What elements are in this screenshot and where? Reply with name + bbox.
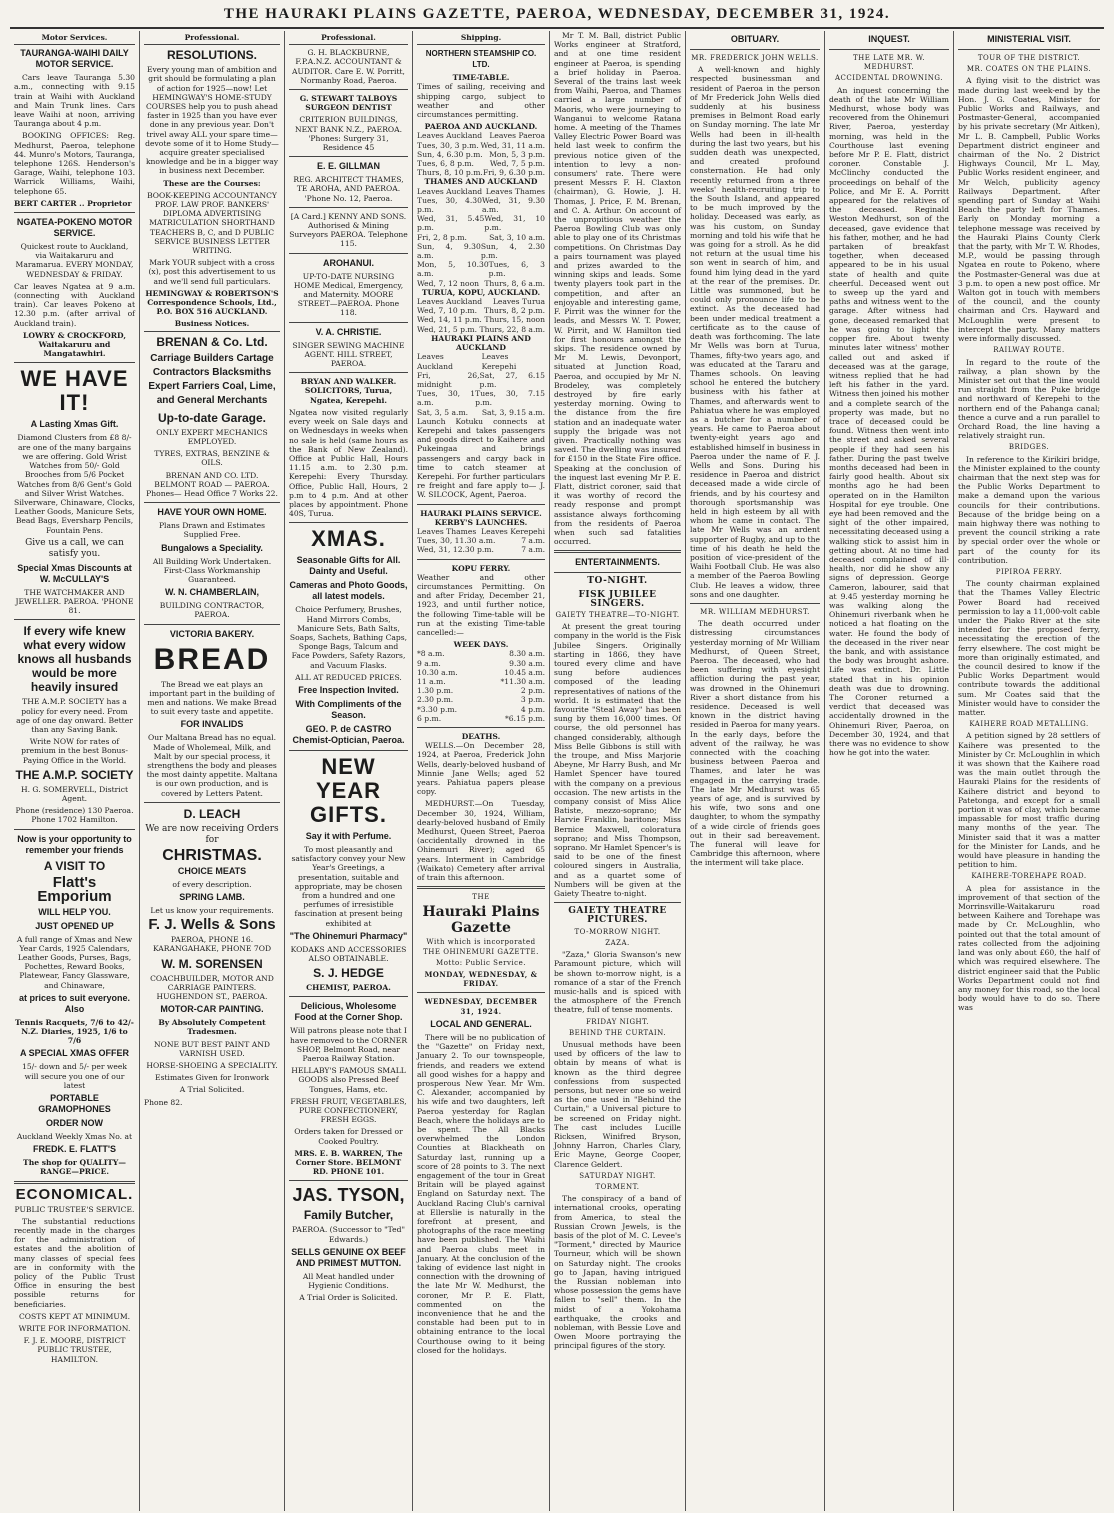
kopu-ferry: KOPU FERRY. bbox=[451, 563, 511, 573]
trial: A Trial Order is Solicited. bbox=[299, 1293, 398, 1303]
cameras: Cameras and Photo Goods, all latest models. bbox=[289, 580, 408, 602]
torehape: KAIHERE-TOREHAPE ROAD. bbox=[971, 872, 1087, 881]
orders: Orders taken for Dressed or Cooked Poultry. bbox=[294, 1127, 403, 1146]
masthead: THE HAURAKI PLAINS GAZETTE, PAEROA, WEDNESDAY, DECEMBER 31, 1924. bbox=[10, 6, 1104, 29]
christie: V. A. CHRISTIE. bbox=[315, 326, 382, 337]
wells-head: MR. FREDERICK JOHN WELLS. bbox=[691, 54, 819, 62]
chamberlain: W. N. CHAMBERLAIN, bbox=[165, 587, 259, 598]
railway-text: In regard to the route of the railway, a plan shown by the Minister set out that the line would run straight from the Puke bridge and northward of Kerepehi to the northern end of the Pahanga canal; thence a curve and a run parallel to Orchard Road, the line having a relatively straight run. bbox=[958, 357, 1100, 441]
description: of every description. bbox=[172, 879, 252, 889]
proprietor: BERT CARTER .. Proprietor bbox=[14, 198, 132, 208]
pipiroa-text: The county chairman explained that the Thames Valley Electric Power Board had received permission to lay a 11,000-volt cable under the Piako River at the site intended for the proposed ferry, necessitating the erection of the ferry elsewhere. The cost might be more than originally estimated, and the council desired to know if the Public Works Department would contribute towards the additional sum. Mr Coates said that the Minister would have to consider the matter. bbox=[958, 579, 1100, 718]
tt-table-3: Leaves Auckland Leaves Turua Wed, 7, 10 p.m. Thurs, 8, 2 p.m. Wed, 14, 11 p.m. Thurs, 15, noon Wed, 21, 5 p.m. Thurs, 22, 8 a.m. bbox=[417, 297, 545, 334]
gillman: E. E. GILLMAN bbox=[317, 161, 380, 172]
days: MONDAY, WEDNESDAY, & FRIDAY. bbox=[424, 970, 538, 989]
tour: TOUR OF THE DISTRICT. bbox=[977, 54, 1081, 62]
butcher: Family Butcher, bbox=[303, 1208, 394, 1223]
xmas-offer: A SPECIAL XMAS OFFER bbox=[19, 1048, 129, 1059]
booking-offices: BOOKING OFFICES: Reg. Medhurst, Paeroa, telephone 44. Munro's Motors, Tauranga, telephone 126S. Henderson's Garage, Waihi, telephone 103. Warrick Williams, Waihi, telephone 65. bbox=[14, 131, 135, 196]
prices: at prices to suit everyone. Also bbox=[18, 992, 131, 1014]
new-year-gifts: NEW YEAR GIFTS. bbox=[310, 753, 387, 827]
motor-paint: MOTOR-CAR PAINTING. bbox=[160, 1004, 264, 1015]
compliments: With Compliments of the Season. bbox=[295, 698, 402, 720]
columns bbox=[10, 31, 1104, 1511]
torment-text: The conspiracy of a band of international crooks, operating from America, to steal the Russian Crown Jewels, is the basis of the plot of M. C. Levee's "Torment," directed by Maurice Tourneur, which will be shown on Saturday night. The crooks go to Japan, having intrigued the Russian nobleman into whose possession the gems have fallen to "sell" them. In the midst of a Yokohama earthquake, the crooks and nobleman, with Bessie Love and Owen Moore portraying the principal figures of the story. bbox=[554, 1194, 681, 1351]
northern: NORTHERN STEAMSHIP CO. LTD. bbox=[425, 49, 537, 70]
section-header: Motor Services. bbox=[14, 33, 135, 45]
fruit: FRESH FRUIT, VEGETABLES, PURE CONFECTIONERY, FRESH EGGS. bbox=[290, 1096, 407, 1125]
resolutions-text: Every young man of ambition and grit should be formulating a plan of action for 1925—now! Let HEMINGWAY'S HOME-STUDY COURSES help you to push ahead faster in 1925 than you have ever done in any previous year. Don't trivel away ALL your spare time—devote some of it to Home Study—acquire greater specialised knowledge and be in a bigger way in business next December. bbox=[145, 65, 279, 176]
building: All Building Work Undertaken. First-Class Workmanship Guaranteed. bbox=[152, 556, 272, 584]
turua-kopu: TURUA, KOPU, AUCKLAND. bbox=[421, 287, 541, 297]
bridges: BRIDGES. bbox=[1008, 443, 1050, 452]
we-have-it-heading: WE HAVE IT! bbox=[20, 366, 129, 416]
tomorrow: TO-MORROW NIGHT. bbox=[574, 927, 661, 936]
launch: Launch Kotuku connects at Kerepehi and takes passengers and goods direct to Kaihere and Pukeingaa and brings passengers and cargy back in time to catch steamer at Kerepehi. For further particulars re freight and fare apply to— J. W. SILCOCK, Agent, Paeroa. bbox=[417, 416, 545, 500]
widow-heading: If every wife knew what every widow knows all husbands would be more heavily insured bbox=[17, 624, 132, 695]
bryan-text: Ngatea now visited regularly every week on Sale days and on Wednesdays in weeks when no sale is held (same hours as the Bank of New Zealand). Office at Public Hall, Hours 11.15 a.m. to 2.30 p.m. Kerepehi: Every Thursday. Office, Public Hall, Hours, 2 p.m to 4 p.m. And at other places by appointment. Phone 40S, Turua. bbox=[289, 407, 408, 519]
motto: Motto: Public Service. bbox=[436, 958, 526, 967]
own-home: HAVE YOUR OWN HOME. bbox=[157, 507, 267, 518]
resolutions: RESOLUTIONS. bbox=[166, 48, 257, 63]
christie-text: SINGER SEWING MACHINE AGENT. HILL STREET, PAEROA. bbox=[292, 340, 405, 369]
choice-meats: CHOICE MEATS bbox=[177, 865, 247, 876]
bungalows: Bungalows a Speciality. bbox=[161, 542, 263, 553]
courses: BOOK-KEEPING ACCOUNTANCY PROF. LAW PROF. BANKERS' DIPLOMA ADVERTISING MATRICULATION SHORTHAND TEACHERS B, C, and D PUBLIC SERVICE BUSINESS LETTER WRITING. bbox=[147, 190, 277, 256]
medhurst-text: The death occurred under distressing circumstances yesterday morning of Mr William Medhurst, of Queen Street, Paeroa. The deceased, who had been suffering with eyesight affliction during the past year, was drowned in the Ohinemuri River a short distance from his residence. Deceased is well known in the district having resided in Paeroa for many years. In the early days, before the advent of the railway, he was connected with the coaching business between Paeroa and Thames, and later he was engaged in the carrying trade. The late Mr Medhurst was 65 years of age, and is survived by his wife, two sons and one daughter, to whom the sympathy of a wide circle of friends goes out in their sad bereavement. The funeral will leave for Cambridge this afternoon, where the interment will take place. bbox=[690, 619, 820, 868]
column-7 bbox=[825, 31, 954, 1511]
tradesmen: By Absolutely Competent Tradesmen. bbox=[158, 1018, 266, 1037]
column-3 bbox=[285, 31, 413, 1511]
spring-lamb: SPRING LAMB. bbox=[179, 891, 245, 902]
section-header: Shipping. bbox=[417, 33, 545, 45]
hemingway: HEMINGWAY & ROBERTSON'S Correspondence Schools, Ltd., P.O. BOX 516 AUCKLAND. bbox=[145, 288, 279, 317]
chamberlain-sub: BUILDING CONTRACTOR, PAEROA. bbox=[159, 601, 265, 620]
tt-table-2: Leaves Auckland Leaves Thames Tues, 30, 4.30 p.m. Wed, 31, 9.30 a.m. Wed, 31, 5.45 p.m. Wed, 31, 10 p.m. Fri, 2, 8 p.m. Sat, 3, 10 a.m. Sun, 4, 9.30 a.m. Sun, 4, 2.30 p.m. Mon, 5, 10.30 a.m. Tues, 6, 3 p.m. Wed, 7, 12 noon Thurs, 8, 6 a.m. bbox=[417, 186, 545, 288]
accidental: ACCIDENTAL DROWNING. bbox=[835, 74, 943, 83]
garage: Up-to-date Garage. bbox=[157, 410, 266, 425]
cameras-text: Choice Perfumery, Brushes, Hand Mirrors Combs, Manicure Sets, Bath Salts, Soaps, Sachets, Bathing Caps, Sponge Bags, Talcum and Face Powders, Safety Razors, and Vacuum Flasks. bbox=[289, 605, 408, 670]
somervell: H. G. SOMERVELL, District Agent. bbox=[20, 784, 129, 803]
gazette-the: THE bbox=[472, 893, 490, 902]
bridges-text: In reference to the Kirikiri bridge, the Minister explained to the county chairman that the next step was for the Public Works Department to make a demand upon the various councils for their contributions. Because of the bridge being on a main highway there was nothing to prevent the council striking a rate by special order over the whole or part of the county for its contribution. bbox=[958, 454, 1100, 565]
amp-big: THE A.M.P. SOCIETY bbox=[15, 767, 134, 782]
tyres: TYRES, EXTRAS, BENZINE & OILS. bbox=[154, 449, 270, 468]
medhurst-death: MEDHURST.—On Tuesday, December 30, 1924, William, dearly-beloved husband of Emily Medhurst, Queen Street, Paeroa (accidentally drowned in the Ohinemuri River); aged 65 years. Interment in Cambridge (Waikato) Cemetery after arrival of train this afternoon. bbox=[417, 799, 545, 883]
local-general: LOCAL AND GENERAL. bbox=[430, 1018, 532, 1029]
blackburne: G. H. BLACKBURNE, F.P.A.N.Z. ACCOUNTANT & AUDITOR. Care E. W. Porritt, Normanby Road, Paeroa. bbox=[292, 48, 405, 85]
deaths: DEATHS. bbox=[461, 732, 501, 742]
maltana: Our Maltana Bread has no equal. Made of Wholemeal, Milk, and Malt by our special process, it strengthens the body and pleases the most dainty appetite. Maltana is our own production, and is covered by Letters Patent. bbox=[146, 733, 278, 798]
pictures: GAIETY THEATRE PICTURES. bbox=[568, 906, 667, 926]
kodaks: KODAKS AND ACCESSORIES ALSO OBTAINABLE. bbox=[290, 944, 407, 963]
phone82: Phone 82. bbox=[144, 1097, 183, 1107]
wells-text: A well-known and highly respected businessman and resident of Paeroa in the person of Mr Frederick John Wells died suddenly at his business premises in Belmont Road early on Sunday morning. The late Mr Wells had been in ill-health during the last two years, but his sudden death was unexpected, and created profound consternation. He had only recently returned from a three weeks' health-recruiting trip to the South Island, and appeared to be much improved by the holiday. Deceased was early, as was his custom, on Sunday morning and told his wife that he was going for a stroll. As he did not return at the usual time his son went in search of him, and found him lying dead in the yard at the rear of the premises. Dr. Little was summoned, but he could only pronounce life to be extinct. As the deceased had been under medical treatment a certificate as to the cause of death was forthcoming. The late Mr Wells was born at Turua, Thames, fifty-two years ago, and was educated at the Tararu and Thames schools. On leaving school he entered the butchery business with his father at Thames, and afterwards went to Pahiatua where he was employed as a butcher for a number of years. He came to Paeroa about twenty-eight years ago and established himself in business in Paeroa under the name of F. J. Wells and Sons. During his residence in Paeroa and district deceased made a wide circle of friends, and by his courtesy and thorough sportsmanship was held in high esteem by all with whom he came in contact. The late Mr Wells was an ardent supporter of Rugby, and up to the time of his death he held the position of vice-president of the Waihi Football Club. He was also a member of the Paeroa Bowling Club. He leaves a widow, three sons and one daughter. bbox=[690, 65, 820, 599]
mark-subject: Mark YOUR subject with a cross (x), post this advertisement to us and we'll send full particulars. bbox=[148, 258, 276, 286]
paint: NONE BUT BEST PAINT AND VARNISH USED. bbox=[154, 1039, 270, 1058]
tt-table-1: Leaves Auckland Leaves Paeroa Tues, 30, 3 p.m. Wed, 31, 11 a.m. Sun, 4, 6.30 p.m. Mon, 5, 3 p.m. Tues, 6, 8 p.m. Wed, 7, 5 p.m. Thurs, 8, 10 p.m. Fri, 9, 6.30 p.m. bbox=[417, 131, 545, 178]
ngatea-times: Car leaves Ngatea at 9 a.m. (connecting with Auckland train). Car leaves Pokeno at 12.30 p.m. (after arrival of Auckland train). bbox=[14, 281, 135, 328]
amp-small: THE A.M.P. SOCIETY has a policy for every need. From age of one day onward. Better than any Saving Bank. bbox=[16, 697, 133, 734]
arohanui-text: UP-TO-DATE NURSING HOME Medical, Emergency, and Maternity. MOORE STREET—PAEROA. Phone 118. bbox=[293, 271, 404, 318]
hygienic: All Meat handled under Hygienic Conditions. bbox=[302, 1271, 395, 1291]
hedge: S. J. HEDGE bbox=[313, 966, 384, 981]
tonight: TO-NIGHT. bbox=[587, 576, 648, 587]
fredk-flatt: FREDK. E. FLATT'S bbox=[33, 1144, 116, 1155]
arohanui: AROHANUI. bbox=[323, 257, 374, 268]
gaiety: GAIETY THEATRE—TO-NIGHT. bbox=[555, 610, 680, 619]
column-5 bbox=[550, 31, 686, 1511]
bryan: BRYAN AND WALKER. SOLICITORS, Turua, Ngatea, Kerepehi. bbox=[300, 377, 397, 405]
criterion: CRITERION BUILDINGS, NEXT BANK N.Z., PAEROA. 'Phones: Surgery 31, Residence 45 bbox=[294, 115, 403, 153]
hellaby: HELLABY'S FAMOUS SMALL GOODS also Pressed Beef Tongues, Hams, etc. bbox=[291, 1066, 406, 1094]
local-text: There will be no publication of the "Gazette" on Friday next, January 2. To our townspeople, friends, and readers we extend all good wishes for a happy and prosperous New Year. Mr Wm. C. Alexander, accompanied by his wife and two daughters, left Paeroa yesterday for Raglan Beach, where the holidays are to be spent. The All Blacks overwhelmed the London Counties at Blackheath on Saturday last, running up a score of 28 points to 3. The next engagement of the tour in Great Britain will be played against England on Saturday next. The Auckland Racing Club's carnival at Ellerslie is naturally in the forefront at present, and photographs of the race meeting have been published. The Waihi and Paeroa clubs meet in January. At the conclusion of the taking of evidence last night in connection with the drowning of the late Mr W. Medhurst, the coroner, Mr P. E. Flatt, commented on the inconvenience that he and the constable had been put to in obtaining entrance to the local Courthouse owing to it being closed for the holidays. bbox=[417, 1032, 545, 1355]
opportunity: Now is your opportunity to remember your friends bbox=[17, 833, 132, 855]
tauranga-title: TAURANGA-WAIHI DAILY MOTOR SERVICE. bbox=[20, 48, 129, 70]
tt-table-6: *8 a.m. 8.30 a.m. 9 a.m. 9.30 a.m. 10.30 a.m. 10.45 a.m. 11 a.m. *11.30 a.m. 1.30 p.m. 2 p.m. 2.30 p.m. 3 p.m. *3.30 p.m. 4 p.m. 6 p.m. *6.15 p.m. bbox=[417, 649, 545, 723]
wells-sons: F. J. Wells & Sons bbox=[148, 916, 276, 934]
visit-to: A VISIT TO bbox=[43, 858, 106, 873]
inquest: INQUEST. bbox=[868, 34, 910, 44]
column-4 bbox=[413, 31, 550, 1511]
week-days: WEEK DAYS. bbox=[453, 640, 509, 650]
hedge-sub: CHEMIST, PAEROA. bbox=[306, 983, 391, 993]
reduced: ALL AT REDUCED PRICES. bbox=[295, 672, 402, 682]
inquest-text: An inquest concerning the death of the late Mr William Medhurst, whose body was recovered from the Ohinemuri River, Paeroa, yesterday morning, was held in the Courthouse last evening before Mr P. E. Flatt, district coroner. Constable J. McClinchy conducted the proceedings on behalf of the Police, and Mr E. A. Porritt appeared for the relatives of the deceased. Reginald Weston Medhurst, son of the deceased, gave evidence that his father, mother, and he had partaken of breakfast together, when deceased appeared to be in his usual state of health and quite cheerful. Deceased went out to sweep up the yard and paths and witness went to the garage. After witness had gone, deceased remarked that he was going to light the copper fire. About twenty minutes later witness' mother called out and asked if deceased was at the garage, witness replied that he had left his father in the yard. Witness then joined his mother and a complete search of the property was made, but no trace of deceased could be found. Witness then went into the street and asked several people if they had seen his father. During the past twelve months deceased had been in fairly good health. About six months ago he had been operated on in the Hamilton Hospital for eye trouble. One eye had been removed and the sight of the other impaired, necessitating deceased using a walking stick to assist him in getting about. At no time had deceased complained of ill-health, nor did he show any signs of depression. George Cameron, labourer, said that at 9.45 yesterday morning he was walking along the Ohinemuri riverbank when he noticed a hat floating on the water. He found the body of the deceased in the river near the bank, and with assistance the body was brought ashore. Life was extinct. Dr. Little stated that in his opinion death was due to drowning. The Coroner returned a verdict that deceased was accidentally drowned in the Ohinemuri River, Paeroa, on December 30, 1924, and that there was no evidence to show how he got into the water. bbox=[829, 85, 949, 758]
sells: SELLS GENUINE OX BEEF AND PRIMEST MUTTON. bbox=[291, 1246, 406, 1268]
plans: Plans Drawn and Estimates Supplied Free. bbox=[158, 521, 266, 540]
order-now: ORDER NOW bbox=[46, 1118, 103, 1128]
bakery: VICTORIA BAKERY. bbox=[169, 628, 255, 639]
tennis: Tennis Racquets, 7/6 to 42/- N.Z. Diaries, 1925, 1/6 to 7/6 bbox=[15, 1017, 134, 1046]
discounts: Special Xmas Discounts at W. McCULLAY'S bbox=[17, 562, 132, 584]
hauraki-service: HAURAKI PLAINS SERVICE. bbox=[420, 508, 542, 518]
talboys: G. STEWART TALBOYS SURGEON DENTIST bbox=[299, 94, 398, 113]
brenan-addr: BRENAN AND CO. LTD. BELMONT ROAD — PAEROA. Phones— Head Office 7 Works 22. bbox=[146, 470, 278, 498]
torment: TORMENT. bbox=[595, 1182, 640, 1191]
delicious: Delicious, Wholesome Food at the Corner Shop. bbox=[294, 1001, 403, 1023]
gazette-sub: With which is incorporated THE OHINEMURI GAZETTE. bbox=[423, 938, 539, 956]
watchmaker: THE WATCHMAKER AND JEWELLER. PAEROA. 'PHONE 81. bbox=[15, 587, 134, 616]
invalids: FOR INVALIDS bbox=[180, 719, 244, 730]
economical: ECONOMICAL. bbox=[15, 1185, 134, 1203]
torehape-text: A plea for assistance in the improvement of that section of the Morrinsville-Waitakaruru road between Kaihere and Torehape was made by Cr. McLoughlin, who pointed out that the total amount of rates collected from the adjoining land was only about £60, the half of which was required elsewhere. The district engineer said that the Public Works Department could not find any money for this road, so the local body would have to do so. There was bbox=[958, 883, 1100, 1013]
trustee-text: The substantial reductions recently made in the charges for the administration of estates and the abolition of many classes of special fees are in conformity with the policy of the Public Trust Office in ensuring the best possible returns for beneficiaries. bbox=[14, 1216, 135, 1309]
wells-phone: PAEROA, PHONE 16. KARANGAHAKE, PHONE 7OD bbox=[152, 935, 272, 954]
tauranga-text: Cars leave Tauranga 5.30 a.m., connecting with 9.15 train at Waihi with Auckland and Main Trunk lines. Cars leave Waihi at noon, arriving Tauranga about 4 p.m. bbox=[14, 73, 135, 129]
wells-death: WELLS.—On December 28, 1924, at Paeroa, Frederick John Wells, dearly-beloved husband of Minnie Jane Wells; aged 52 years. Pahiatua papers please copy. bbox=[417, 741, 545, 797]
flatts-emporium: Flatt's Emporium bbox=[37, 873, 112, 905]
gift-list: Diamond Clusters from £8 8/- are one of the many bargains we are offering. Gold Wrist Watches from 50/- Gold Brooches from 5/6 Pocket Watches from 8/6 Gent's Gold and Silver Wrist Watches. Silverware, Chinaware, Clocks, Leather Goods, Manicure Sets, Bead Bags, Eversharp Pencils, Fountain Pens. bbox=[14, 433, 135, 535]
metalling-text: A petition signed by 28 settlers of Kaihere was presented to the Minister by Cr. McLoughlin in which it was shown that the Kaihere road was the main outlet through the Hauraki Plains for the residents of Kaihere district and beyond to Patetonga, and except for a small portion it was of clay, which became impassable for most traffic during many months of the year. The Minister said that it was a matter for the Minister for Lands, and he would have pleasure in handing the petition to him. bbox=[958, 731, 1100, 870]
brenan: BRENAN & Co. Ltd. bbox=[156, 334, 268, 349]
coates: MR. COATES ON THE PLAINS. bbox=[966, 65, 1092, 74]
section-header: Professional. bbox=[289, 33, 408, 45]
curtain-text: Unusual methods have been used by officers of the law to obtain by means of what is known as the third degree confessions from suspected persons, but never one so weird as the one used in "Behind the Curtain," a Universal picture to be screened on Friday night. The cast includes Lucille Ricksen, Winifred Bryson, Johnny Harron, Charles Clary, Eric Mayne, George Cooper, Clarence Geldert. bbox=[554, 1039, 681, 1169]
obituary: OBITUARY. bbox=[730, 34, 780, 44]
fisk: FISK JUBILEE SINGERS. bbox=[578, 589, 657, 609]
weekly: Auckland Weekly Xmas No. at bbox=[16, 1132, 133, 1141]
tyson-sub: PAEROA. (Successor to "Ted" Edwards.) bbox=[291, 1225, 405, 1244]
ngatea-text: Quickest route to Auckland, via Waitakaruru and Maramarua. EVERY MONDAY, WEDNESDAY & FRIDAY. bbox=[15, 242, 134, 279]
issue-date: WEDNESDAY, DECEMBER 31, 1924. bbox=[424, 997, 538, 1016]
thames-auckland: THAMES AND AUCKLAND bbox=[424, 177, 538, 187]
moore: F. J. E. MOORE, DISTRICT PUBLIC TRUSTEE, HAMILTON. bbox=[23, 1336, 126, 1364]
brenan-list: Carriage Builders Cartage Contractors Blacksmiths Expert Farriers Coal, Lime, and General Merchants bbox=[148, 352, 276, 406]
gramophones: PORTABLE GRAMOPHONES bbox=[38, 1093, 111, 1114]
friday: FRIDAY NIGHT. bbox=[585, 1017, 650, 1026]
tt-table-4: Leaves Auckland Leaves Kerepehi Fri, 26, midnight Sat, 27, 6.15 p.m. Tues, 30, 1 a.m. Tues, 30, 7.15 p.m. Sat, 3, 5 a.m. Sat, 3, 9.15 a.m. bbox=[417, 352, 545, 417]
late-medhurst: THE LATE MR. W. MEDHURST. bbox=[852, 54, 926, 72]
warren: MRS. E. B. WARREN, The Corner Store. BELMONT RD. PHONE 101. bbox=[294, 1148, 403, 1177]
curtain: BEHIND THE CURTAIN. bbox=[568, 1028, 667, 1037]
intro-text: Mr T. M. Ball, district Public Works engineer at Stratford, and at one time resident engineer at Paeroa, is spending a brief holiday in Paeroa. Several of the trains last week from Waihi, Paeroa, and Thames carried a large number of Maoris, who were journeying to Wanganui to welcome Ratana home. A meeting of the Thames Valley Electric Power Board was held last week to confirm the previous notice given of the intention to levy a non-consumers' rate. There were present Messrs F. H. Claxton (chairman), G. Howie, J. H. Thomas, J. Price, F. M. Brenan, and C. A. Arthur. On account of the unpropitious weather the Paeroa Bowling Club was only able to play one of its Christmas competitions. On Christmas Day a pairs tournament was played and prizes awarded to the winning skips and leads. Some twenty players took part in the competition, and after an enjoyable and interesting game, F. Pirrit was the winner for the leads, and Messrs W. T. Power, W. Pirrit, and W. Hamilton tied for first honours amongst the skips. The residence owned by Mr M. Lewis, Devonport, situated at Junction Road, Paeroa, and occupied by Mr N. Brodeley, was completely destroyed by fire early yesterday morning. Owing to the distance from the fire station and an inadequate water supply the brigade was not given. Practically nothing was saved. The dwelling was insured for £150 in the State Fire office. Speaking at the conclusion of the inquest last evening Mr P. E. Flatt, district coroner, said that it was worthy of record the ready response and prompt assistance always forthcoming from the residents of Paeroa when such sad fatalities occurred. bbox=[554, 31, 681, 547]
fisk-text: At present the great touring company in the world is the Fisk Jubilee Singers. Originally starting in 1866, they have toured every clime and have sung before audiences composed of the leading representatives of nations of the world. It is estimated that the favourite "Steal Away" has been sung by them 16,000 times. Of course, the old personnel has changed considerably, although Miss Belle Gibbons is still with the troupe, and Miss Marjorie Abeyne, Mr Harry Bush, and Mr Hamlet Spencer have toured with the company on a previous occasion. The new artists in the company consist of Miss Alice Batiste, mezzo-soprano; Mr Harvie Franklin, baritone; Miss Bernice Maxwell, coloratura soprano; and Miss Thompson, soprano. Mr Hamlet Spencer's is said to be one of the finest coloured singers in Australia, and as a quartet some of Numbers will be given at the Gaiety Theatre to-night. bbox=[554, 622, 681, 899]
column-2 bbox=[140, 31, 285, 1511]
xmas: XMAS. bbox=[311, 526, 386, 552]
horse: HORSE-SHOEING A SPECIALITY. bbox=[146, 1061, 278, 1070]
christmas: CHRISTMAS. bbox=[162, 846, 262, 864]
kenny: [A Card.] KENNY AND SONS. Authorised & Mining Surveyors PAEROA. Telephone 115. bbox=[289, 211, 408, 249]
give-call: Give us a call, we can satisfy you. bbox=[25, 537, 124, 559]
costs: COSTS KEPT AT MINIMUM. bbox=[18, 1311, 131, 1321]
write-info: WRITE FOR INFORMATION. bbox=[18, 1324, 131, 1334]
quality: The shop for QUALITY—RANGE—PRICE. bbox=[23, 1158, 126, 1177]
offer-text: 15/- down and 5/- per week will secure you one of our latest bbox=[22, 1062, 127, 1090]
tyson: JAS. TYSON, bbox=[292, 1185, 405, 1206]
kerby: KERBY'S LAUNCHES. bbox=[434, 517, 528, 527]
seasonable: Seasonable Gifts for All. Dainty and Useful. bbox=[296, 555, 401, 577]
castro: GEO. P. de CASTRO Chemist-Optician, Paeroa. bbox=[292, 723, 405, 745]
xmas-gift: A Lasting Xmas Gift. bbox=[30, 419, 119, 430]
perfume: Say it with Perfume. bbox=[305, 830, 392, 841]
entertainments: ENTERTAINMENTS. bbox=[575, 557, 660, 568]
perfume-text: To most pleasantly and satisfactory convey your New Year's Greetings, a presentation, suitable and appropriate, may be chosen from a hundred and one perfumes of irresistible fascination at present being exhibited at bbox=[291, 844, 406, 928]
metalling: KAIHERE ROAD METALLING. bbox=[969, 720, 1089, 729]
mechanics: ONLY EXPERT MECHANICS EMPLOYED. bbox=[156, 427, 268, 446]
gazette-name: Hauraki Plains Gazette bbox=[422, 904, 540, 937]
kopu-text: Weather and other circumstances Permitting. On and after Friday, December 21, 1923, and until further notice, the following Time-table will be run at the existing Time-table cancelled:— bbox=[417, 572, 545, 637]
section-header: Business Notices. bbox=[144, 319, 280, 331]
corner-text: Will patrons please note that I have removed to the CORNER SHOP, Belmont Road, near Paeroa Railway Station. bbox=[289, 1026, 408, 1063]
pharmacy: "The Ohinemuri Pharmacy" bbox=[289, 930, 408, 941]
opened-list: A full range of Xmas and New Year Cards, 1925 Calendars, Leather Goods, Purses, Bags, Pochettes, Reward Books, Platewear, Fancy Glassware, and Chinaware, bbox=[16, 934, 133, 990]
medhurst-head: MR. WILLIAM MEDHURST. bbox=[700, 607, 810, 616]
sorensen-text: COACHBUILDER, MOTOR AND CARRIAGE PAINTERS. HUGHENDON ST., PAEROA. bbox=[150, 973, 274, 1001]
just-opened: JUST OPENED UP bbox=[35, 920, 114, 931]
railway-route: RAILWAY ROUTE. bbox=[993, 346, 1065, 355]
paeroa-auckland: PAEROA AND AUCKLAND. bbox=[424, 122, 538, 132]
sorensen: W. M. SORENSEN bbox=[161, 956, 263, 971]
tt-text: Times of sailing, receiving and shipping cargo, subject to weather and other circumstances permitting. bbox=[417, 82, 545, 120]
zaza: ZAZA. bbox=[605, 938, 630, 947]
know: Let us know your requirements. bbox=[150, 905, 274, 915]
column-6 bbox=[686, 31, 825, 1511]
courses-intro: These are the Courses: bbox=[163, 178, 261, 188]
will-help: WILL HELP YOU. bbox=[38, 906, 111, 917]
leach: D. LEACH bbox=[183, 806, 241, 821]
visit-text: A flying visit to the district was made during last week-end by the Hon. J. G. Coates, Minister for Public Works and Railways, and Postmaster-General, accompanied by his private secretary (Mr Aitken), Mr L. B. Campbell, Public Works Department district engineer and chairman of the No. 2 District Highways Council, Mr L. May, Public Works resident engineer, and Mr Welch, publicity agency Railways Department. After spending part of Sunday at Waihi Beach the party left for Thames. Early on Monday morning a telephone message was received by the Hauraki Plains County Clerk that the party, with Mr T. W. Rhodes, M.P., would be passing through Ngatea en route to Pokeno, where the Postmaster-General was due at 3 p.m. to open a new post office. Mr Walton got in touch with members of the council, and the county chairman and Crs. Hayward and McLoughlin were present to intercept the party. Many matters were informally discussed. bbox=[958, 76, 1100, 344]
column-1 bbox=[10, 31, 140, 1511]
bread-text: The Bread we eat plays an important part in the building of men and nations. We make Bread to suit every taste and appetite. bbox=[147, 679, 277, 717]
leach-text: We are now receiving Orders for bbox=[145, 823, 279, 845]
tt-table-5: Leaves Thames Leaves Kerepehi Tues, 30, 11.30 a.m. 7 a.m. Wed, 31, 12.30 p.m. 7 a.m. bbox=[417, 526, 545, 555]
solicited: A Trial Solicited. bbox=[179, 1085, 245, 1095]
estimates: Estimates Given for Ironwork bbox=[155, 1073, 269, 1083]
ngatea-title: NGATEA-POKENO MOTOR SERVICE. bbox=[16, 217, 133, 239]
gillman-text: REG. ARCHITECT THAMES, TE AROHA, AND PAEROA. 'Phone No. 12, Paeroa. bbox=[293, 175, 404, 203]
inspection: Free Inspection Invited. bbox=[298, 684, 399, 695]
trustee-head: PUBLIC TRUSTEE'S SERVICE. bbox=[14, 1204, 135, 1214]
hauraki-auckland: HAURAKI PLAINS AND AUCKLAND bbox=[431, 333, 531, 353]
column-8 bbox=[954, 31, 1104, 1511]
zaza-text: "Zaza," Gloria Swanson's new Paramount picture, which will be shown to-morrow night, is a romance of a star of the French music-halls and is spiced with the atmosphere of the French theatre, full of tense moments. bbox=[554, 950, 681, 1015]
saturday: SATURDAY NIGHT. bbox=[579, 1171, 656, 1180]
pipiroa: PIPIROA FERRY. bbox=[995, 567, 1063, 576]
lowry-crockford: LOWRY & CROCKFORD, Waitakaruru and Mangatawhiri. bbox=[22, 330, 126, 359]
amp-write: Write NOW for rates of premium in the best Bonus-Paying Office in the World. bbox=[21, 737, 128, 765]
ministerial-visit: MINISTERIAL VISIT. bbox=[987, 34, 1071, 44]
timetable: TIME-TABLE. bbox=[452, 73, 510, 83]
section-header: Professional. bbox=[144, 33, 280, 45]
bread: BREAD bbox=[153, 642, 271, 676]
phones: Phone (residence) 130 Paeroa. Phone 1702 Hamilton. bbox=[15, 806, 134, 825]
